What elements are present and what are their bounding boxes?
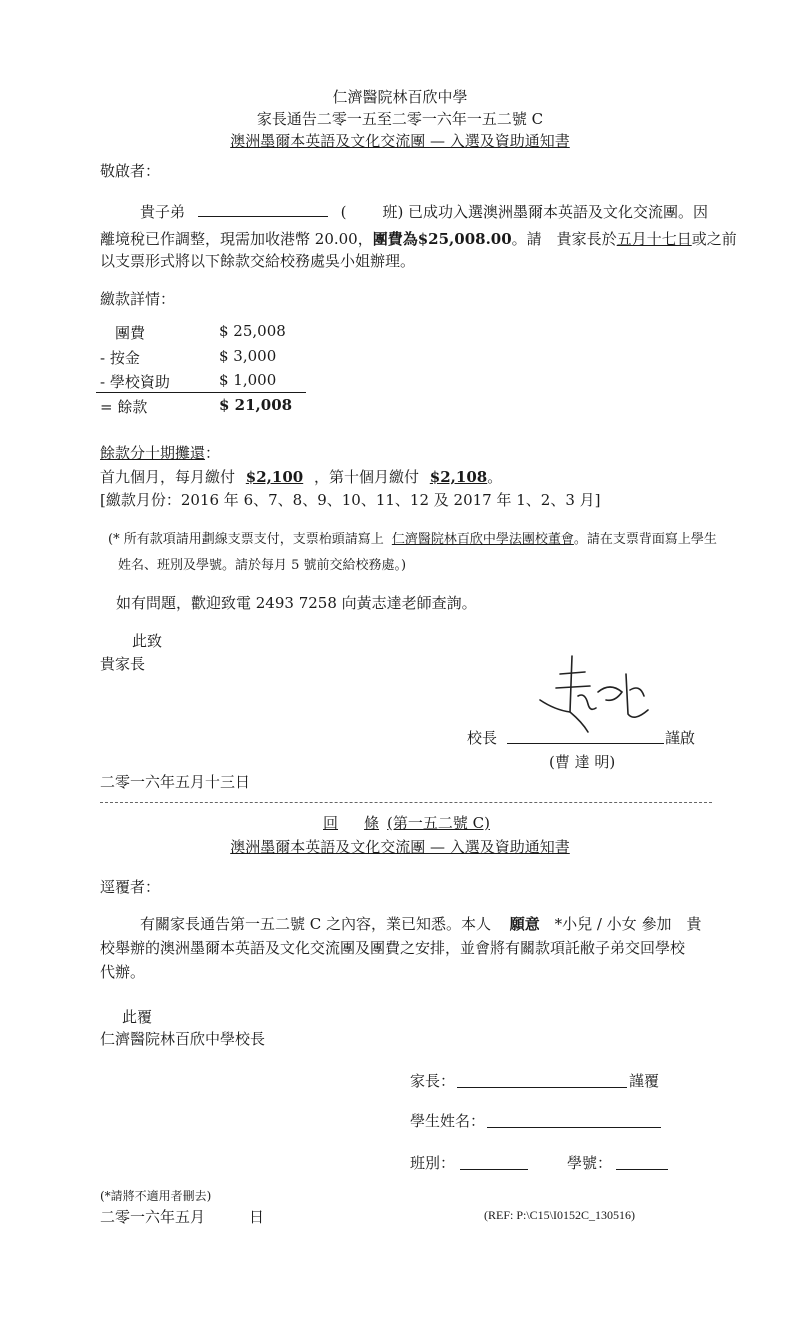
body-line-1 bbox=[100, 201, 708, 222]
principal-suffix: 謹啟 bbox=[665, 729, 696, 747]
reply-recipient: 仁濟醫院林百欣中學校長 bbox=[100, 1030, 266, 1048]
note-line-2: 姓名、班別及學號。請於每月 5 號前交給校務處。) bbox=[118, 558, 407, 573]
payment-amount-subsidy: $ 1,000 bbox=[219, 371, 277, 389]
reply-text: *小兒 / 小女 參加 貴 bbox=[554, 915, 702, 933]
installment-line-1 bbox=[100, 466, 502, 487]
sum-divider bbox=[96, 392, 306, 393]
note-text: (* 所有款項請用劃線支票支付，支票枱頭請寫上 bbox=[108, 532, 384, 547]
installment-text: ，第十個月繳付 bbox=[314, 468, 420, 486]
reply-line-2: 校舉辦的澳洲墨爾本英語及文化交流團及團費之安排，並會將有關款項託敝子弟交回學校 bbox=[100, 939, 686, 957]
payment-label-balance: = 餘款 bbox=[100, 398, 148, 416]
payment-title: 繳款詳情： bbox=[100, 290, 176, 308]
principal-name: (曹 達 明) bbox=[549, 753, 616, 771]
reply-footnote: (*請將不適用者刪去) bbox=[100, 1189, 212, 1203]
reply-agree: 願意 bbox=[509, 915, 540, 933]
student-name-line[interactable] bbox=[487, 1127, 661, 1128]
reply-title-part: 條 bbox=[364, 814, 380, 832]
payment-amount-deposit: $ 3,000 bbox=[219, 347, 277, 365]
notice-number: 家長通告二零一五至二零一六年一五二號 C bbox=[256, 110, 544, 128]
body-line-3: 以支票形式將以下餘款交給校務處吳小姐辦理。 bbox=[100, 252, 416, 270]
payment-amount-fee: $ 25,008 bbox=[219, 322, 286, 340]
final-amount: $2,108 bbox=[429, 468, 488, 486]
payment-label-deposit: - 按金 bbox=[100, 349, 140, 367]
body-text: ( bbox=[340, 203, 347, 221]
inquiry-line: 如有問題，歡迎致電 2493 7258 向黃志達老師查詢。 bbox=[116, 594, 477, 612]
body-text: 貴子弟 bbox=[140, 203, 186, 221]
student-number-line[interactable] bbox=[616, 1169, 668, 1170]
monthly-amount: $2,100 bbox=[245, 468, 304, 486]
installment-heading: 餘款分十期攤還 bbox=[100, 444, 206, 462]
cheque-payee: 仁濟醫院林百欣中學法團校董會 bbox=[391, 532, 574, 547]
body-text: 或之前 bbox=[691, 230, 737, 248]
reply-text: 有關家長通告第一五二號 C 之內容，業已知悉。本人 bbox=[140, 915, 492, 933]
reply-title-part: (第一五二號 C) bbox=[387, 814, 490, 832]
principal-sign-line bbox=[507, 743, 664, 744]
parent-suffix: 謹覆 bbox=[629, 1072, 660, 1090]
body-text: 。請 貴家長於 bbox=[511, 230, 617, 248]
reference-code: (REF: P:\C15\I0152C_130516) bbox=[484, 1208, 636, 1222]
notice-title: 澳洲墨爾本英語及文化交流團 — 入選及資助通知書 bbox=[230, 132, 570, 150]
payment-label-fee: 團費 bbox=[100, 324, 146, 342]
installment-months: [繳款月份：2016 年 6、7、8、9、10、11、12 及 2017 年 1、2、3 月] bbox=[100, 491, 601, 509]
closing-recipient: 貴家長 bbox=[100, 655, 146, 673]
installment-title bbox=[100, 442, 220, 463]
body-text: 離境稅已作調整，現需加收港幣 20.00， bbox=[100, 230, 373, 248]
school-name: 仁濟醫院林百欣中學 bbox=[332, 88, 468, 106]
body-text: 班) 已成功入選澳洲墨爾本英語及文化交流團。因 bbox=[382, 203, 709, 221]
tour-fee: 團費為$25,008.00 bbox=[372, 230, 512, 248]
reply-date-text: 二零一六年五月 bbox=[100, 1208, 206, 1226]
reply-subtitle: 澳洲墨爾本英語及文化交流團 — 入選及資助通知書 bbox=[230, 838, 570, 856]
closing-yours: 此致 bbox=[132, 632, 163, 650]
payment-amount-balance: $ 21,008 bbox=[219, 396, 293, 414]
principal-signature-icon bbox=[530, 652, 670, 744]
principal-label: 校長 bbox=[467, 729, 498, 747]
installment-text: 。 bbox=[487, 468, 503, 486]
installment-colon: ： bbox=[205, 444, 221, 462]
class-label: 班別： bbox=[410, 1154, 456, 1172]
reply-date-text: 日 bbox=[249, 1208, 265, 1226]
reply-line-1 bbox=[140, 913, 701, 934]
student-name-blank bbox=[198, 201, 328, 217]
student-name-label: 學生姓名： bbox=[410, 1112, 486, 1130]
reply-closing: 此覆 bbox=[122, 1008, 153, 1026]
note-text: 。請在支票背面寫上學生 bbox=[573, 532, 717, 547]
notice-date: 二零一六年五月十三日 bbox=[100, 773, 251, 791]
salutation: 敬啟者： bbox=[100, 162, 161, 180]
class-line[interactable] bbox=[460, 1169, 528, 1170]
installment-text: 首九個月，每月繳付 bbox=[100, 468, 236, 486]
deadline-date: 五月十七日 bbox=[616, 230, 692, 248]
student-number-label: 學號： bbox=[567, 1154, 613, 1172]
parent-sign-line[interactable] bbox=[457, 1087, 627, 1088]
reply-title bbox=[323, 812, 490, 833]
reply-line-3: 代辦。 bbox=[100, 963, 146, 981]
reply-title-part: 回 bbox=[323, 814, 339, 832]
reply-salutation: 逕覆者： bbox=[100, 878, 161, 896]
payment-label-subsidy: - 學校資助 bbox=[100, 373, 170, 391]
note-line-1 bbox=[108, 528, 717, 547]
cut-line bbox=[100, 802, 712, 803]
body-line-2 bbox=[100, 228, 737, 249]
parent-label: 家長： bbox=[410, 1072, 456, 1090]
reply-date bbox=[100, 1206, 264, 1227]
